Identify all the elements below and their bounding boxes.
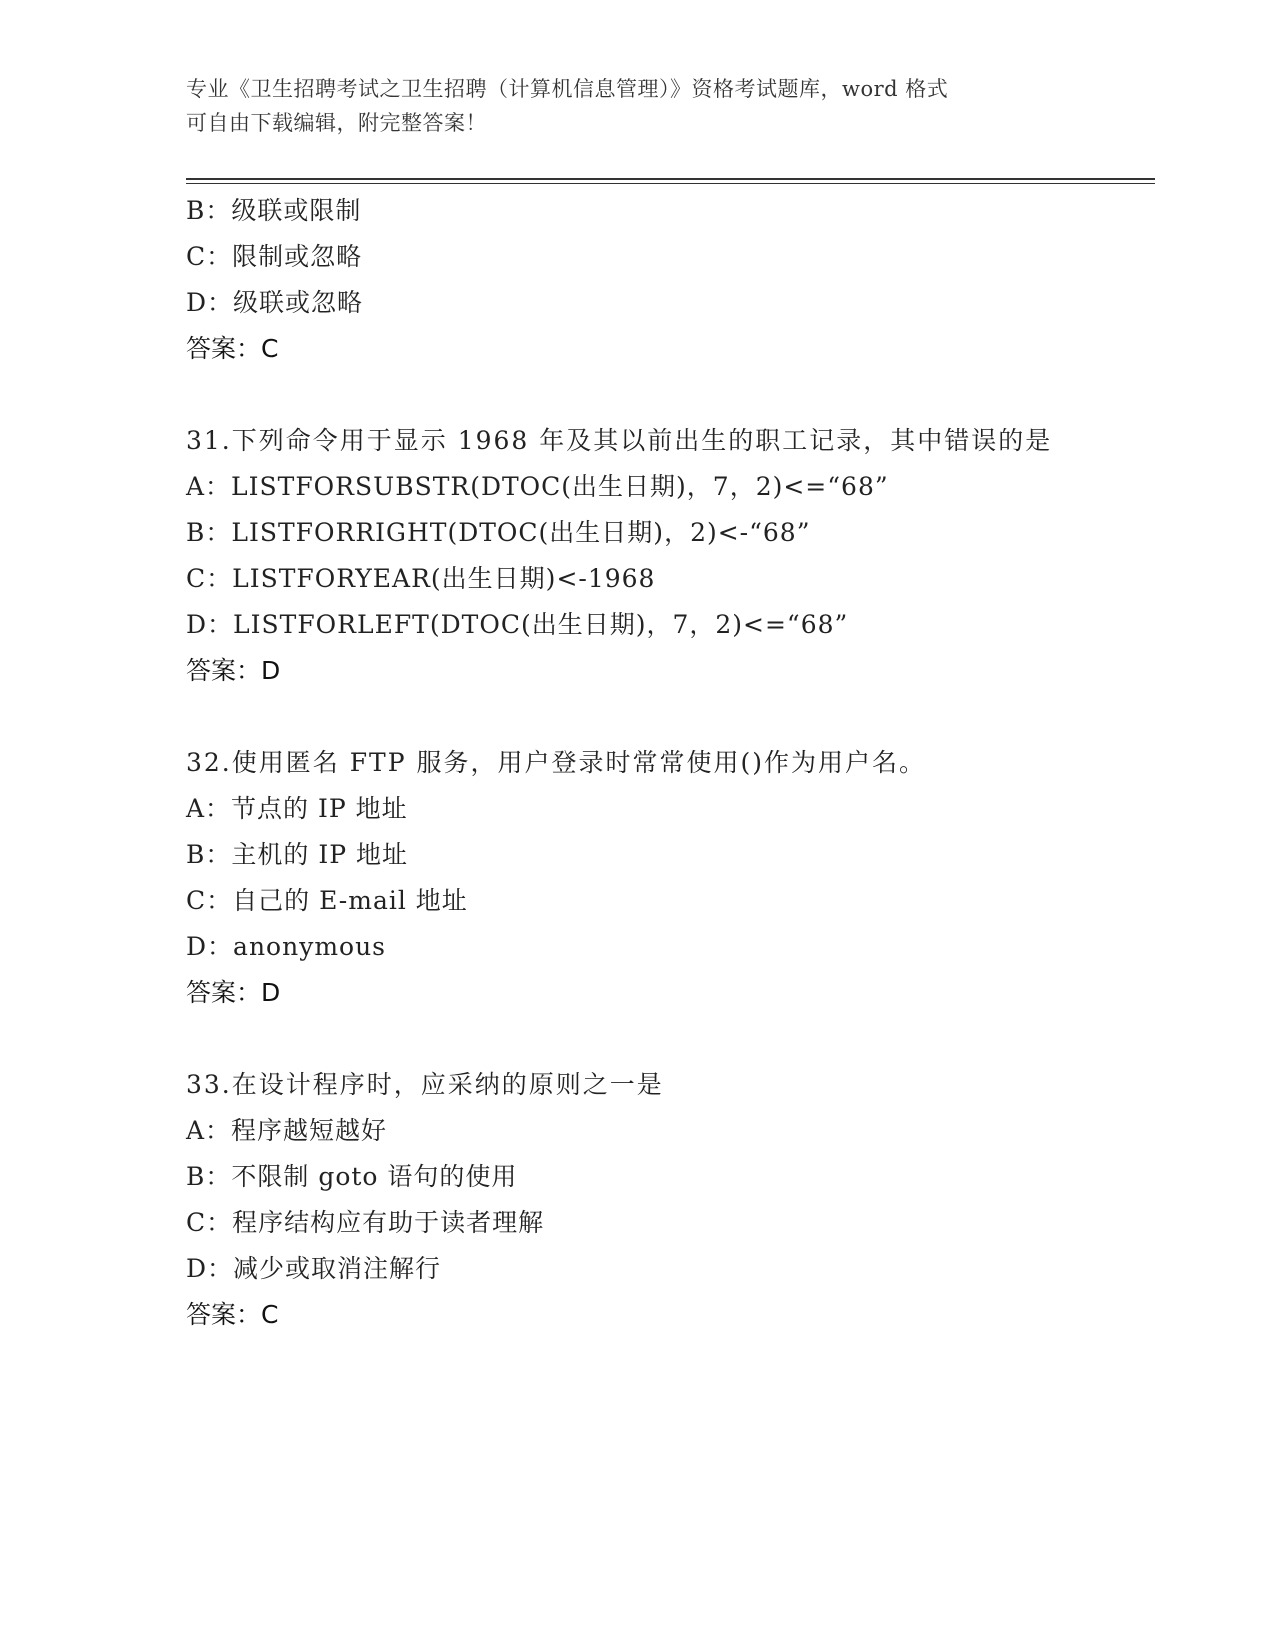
question-33 [186, 1062, 1086, 1338]
spacer [186, 372, 1086, 418]
question-30-continued [186, 188, 1086, 372]
option-b: B：级联或限制 [186, 196, 362, 225]
document-header [186, 72, 1086, 140]
option-c: C：LISTFORYEAR(出生日期)<-1968 [186, 564, 656, 593]
header-line-2: 可自由下载编辑，附完整答案！ [186, 111, 487, 135]
option-b: B：主机的 IP 地址 [186, 840, 408, 869]
option-c: C：限制或忽略 [186, 242, 363, 271]
header-line-1: 专业《卫生招聘考试之卫生招聘（计算机信息管理）》资格考试题库，word 格式 [186, 77, 949, 101]
question-32 [186, 740, 1086, 1016]
option-a: A：程序越短越好 [186, 1116, 388, 1145]
answer-line: 答案：D [186, 656, 281, 685]
question-stem: 33.在设计程序时，应采纳的原则之一是 [186, 1070, 664, 1099]
option-d: D：anonymous [186, 932, 387, 961]
question-31 [186, 418, 1086, 694]
question-stem: 31.下列命令用于显示 1968 年及其以前出生的职工记录，其中错误的是 [186, 426, 1053, 455]
spacer [186, 694, 1086, 740]
answer-line: 答案：D [186, 978, 281, 1007]
header-divider-thick [186, 178, 1155, 180]
option-d: D：减少或取消注解行 [186, 1254, 442, 1283]
answer-line: 答案：C [186, 334, 279, 363]
spacer [186, 1016, 1086, 1062]
answer-line: 答案：C [186, 1300, 279, 1329]
question-list [186, 188, 1086, 1338]
option-c: C：程序结构应有助于读者理解 [186, 1208, 545, 1237]
option-b: B：LISTFORRIGHT(DTOC(出生日期)，2)<-“68” [186, 518, 811, 547]
option-a: A：LISTFORSUBSTR(DTOC(出生日期)，7，2)<=“68” [186, 472, 889, 501]
question-stem: 32.使用匿名 FTP 服务，用户登录时常常使用()作为用户名。 [186, 748, 927, 777]
option-a: A：节点的 IP 地址 [186, 794, 408, 823]
option-b: B：不限制 goto 语句的使用 [186, 1162, 518, 1191]
header-divider-thin [186, 183, 1155, 184]
option-d: D：级联或忽略 [186, 288, 364, 317]
option-d: D：LISTFORLEFT(DTOC(出生日期)，7，2)<=“68” [186, 610, 849, 639]
option-c: C：自己的 E-mail 地址 [186, 886, 468, 915]
